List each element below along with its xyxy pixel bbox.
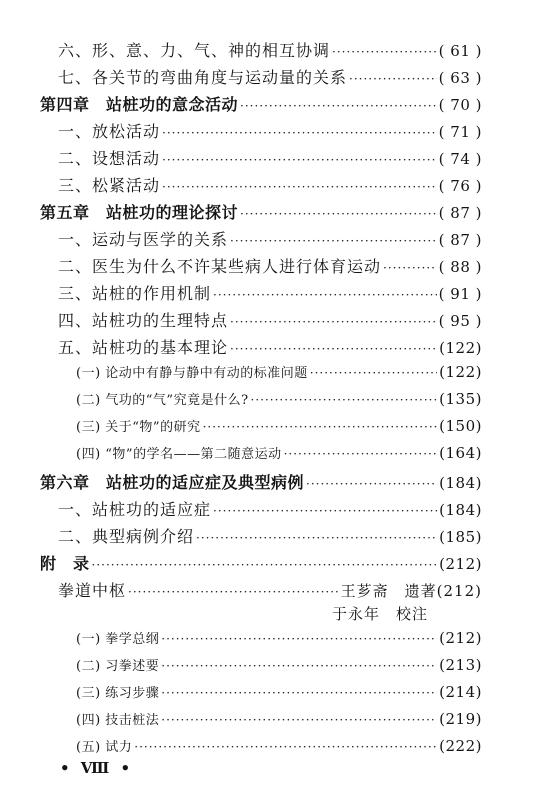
toc-entry <box>58 254 482 277</box>
entry-page: (213) <box>439 656 482 674</box>
entry-title: 六、形、意、力、气、神的相互协调 <box>58 41 331 60</box>
chapter-title: 第四章 站桩功的意念活动 <box>40 95 239 114</box>
entry-page: ( 95 ) <box>438 312 482 330</box>
entry-page: ( 88 ) <box>438 258 482 276</box>
toc-chapter <box>40 470 482 493</box>
entry-title: (三) 关于“物”的研究 <box>76 420 201 435</box>
leader-dots <box>128 585 339 599</box>
toc-subentry <box>76 682 482 701</box>
toc-appendix <box>40 551 482 574</box>
entry-title: 一、运动与医学的关系 <box>58 230 229 249</box>
toc-entry <box>58 578 482 601</box>
entry-title: (三) 练习步骤 <box>76 686 160 701</box>
toc-entry <box>58 227 482 250</box>
toc-chapter <box>40 200 482 223</box>
leader-dots <box>230 315 437 329</box>
leader-dots <box>92 558 438 572</box>
chapter-title: 第五章 站桩功的理论探讨 <box>40 203 239 222</box>
leader-dots <box>240 99 437 113</box>
entry-page: ( 74 ) <box>438 150 482 168</box>
toc-entry <box>58 173 482 196</box>
toc-entry <box>58 524 482 547</box>
entry-title: (二) 气功的“气”究竟是什么? <box>76 393 249 408</box>
entry-title: (四) 技击桩法 <box>76 713 160 728</box>
entry-title: 五、站桩功的基本理论 <box>58 338 229 357</box>
entry-title: 一、放松活动 <box>58 122 161 141</box>
entry-page: (184) <box>439 474 482 492</box>
entry-title: 二、设想活动 <box>58 149 161 168</box>
leader-dots <box>284 447 438 461</box>
leader-dots <box>196 531 437 545</box>
entry-page: (164) <box>439 444 482 462</box>
entry-title: 四、站桩功的生理特点 <box>58 311 229 330</box>
entry-page: (222) <box>439 737 482 755</box>
leader-dots <box>134 740 437 754</box>
appendix-title: 附 录 <box>40 554 90 573</box>
entry-page: ( 70 ) <box>438 96 482 114</box>
leader-dots <box>161 632 437 646</box>
toc-subentry <box>76 736 482 755</box>
toc-entry <box>58 308 482 331</box>
leader-dots <box>161 713 437 727</box>
toc-subentry <box>76 628 482 647</box>
entry-title: 二、医生为什么不许某些病人进行体育运动 <box>58 257 382 276</box>
entry-title: 一、站桩功的适应症 <box>58 500 212 519</box>
toc-subentry <box>76 709 482 728</box>
entry-page: (150) <box>439 417 482 435</box>
entry-page: (212) <box>439 555 482 573</box>
entry-page: (214) <box>439 683 482 701</box>
entry-title: 三、松紧活动 <box>58 176 161 195</box>
entry-page: (135) <box>439 390 482 408</box>
toc-subentry <box>76 389 482 408</box>
entry-title: 拳道中枢 <box>58 581 127 600</box>
entry-page: (184) <box>439 501 482 519</box>
leader-dots <box>162 153 437 167</box>
entry-page: ( 76 ) <box>438 177 482 195</box>
leader-dots <box>230 234 437 248</box>
entry-title: (五) 试力 <box>76 740 133 755</box>
author-and-page: 王芗斋 遗著(212) <box>340 582 482 600</box>
toc-entry <box>58 281 482 304</box>
leader-dots <box>230 342 437 356</box>
toc-chapter <box>40 92 482 115</box>
entry-page: ( 87 ) <box>438 204 482 222</box>
page-number-marker: • Ⅷ • <box>60 759 134 777</box>
annotator-line <box>332 603 428 624</box>
toc-entry <box>58 335 482 358</box>
entry-title: 七、各关节的弯曲角度与运动量的关系 <box>58 68 348 87</box>
entry-title: (四) “物”的学名——第二随意运动 <box>76 447 282 462</box>
entry-page: ( 91 ) <box>438 285 482 303</box>
entry-page: (219) <box>439 710 482 728</box>
leader-dots <box>203 420 438 434</box>
toc-subentry <box>76 416 482 435</box>
leader-dots <box>162 180 437 194</box>
entry-title: (二) 习拳述要 <box>76 659 160 674</box>
toc-entry <box>58 38 482 61</box>
annotator: 于永年 校注 <box>332 605 429 623</box>
entry-page: ( 87 ) <box>438 231 482 249</box>
entry-page: ( 61 ) <box>438 42 482 60</box>
toc-subentry <box>76 362 482 381</box>
entry-page: (122) <box>439 363 482 381</box>
entry-page: (185) <box>439 528 482 546</box>
entry-page: ( 63 ) <box>438 69 482 87</box>
leader-dots <box>251 393 438 407</box>
leader-dots <box>240 207 437 221</box>
toc-entry <box>58 146 482 169</box>
leader-dots <box>213 504 437 518</box>
entry-title: 三、站桩的作用机制 <box>58 284 212 303</box>
leader-dots <box>161 659 437 673</box>
leader-dots <box>162 126 437 140</box>
leader-dots <box>310 366 437 380</box>
entry-page: ( 71 ) <box>438 123 482 141</box>
toc-subentry <box>76 443 482 462</box>
toc-subentry <box>76 655 482 674</box>
entry-title: (一) 拳学总纲 <box>76 632 160 647</box>
leader-dots <box>332 45 437 59</box>
toc-entry <box>58 497 482 520</box>
entry-title: (一) 论动中有静与静中有动的标准问题 <box>76 366 308 381</box>
chapter-title: 第六章 站桩功的适应症及典型病例 <box>40 473 305 492</box>
leader-dots <box>383 261 437 275</box>
toc-entry <box>58 119 482 142</box>
entry-page: (122) <box>439 339 482 357</box>
leader-dots <box>213 288 437 302</box>
entry-title: 二、典型病例介绍 <box>58 527 195 546</box>
leader-dots <box>349 72 437 86</box>
leader-dots <box>161 686 437 700</box>
leader-dots <box>306 477 437 491</box>
toc-entry <box>58 65 482 88</box>
entry-page: (212) <box>439 629 482 647</box>
